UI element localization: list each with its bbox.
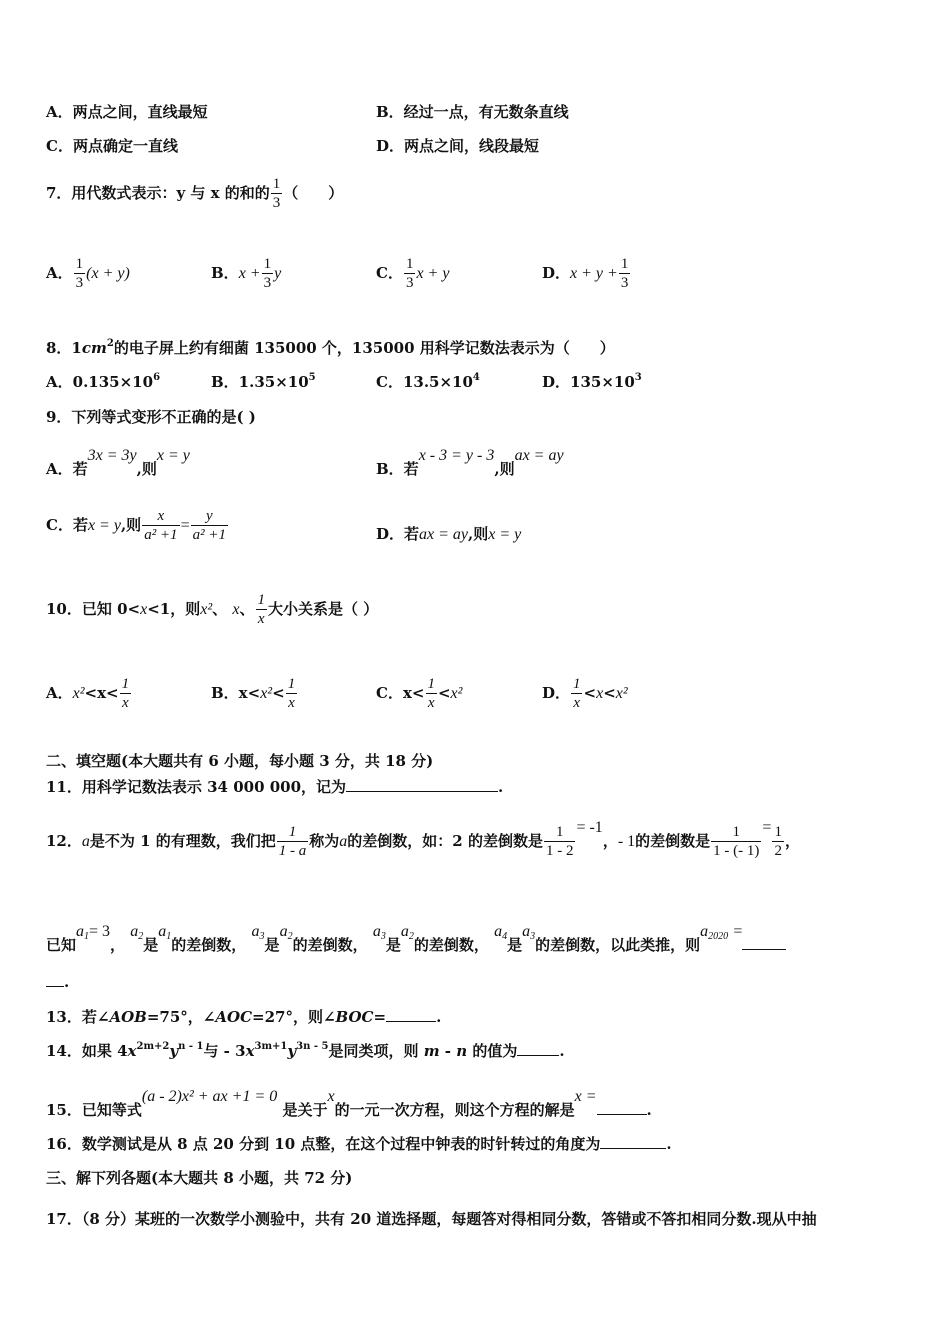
q17-question: 17．（8 分）某班的一次数学小测验中，共有 20 道选择题，每题答对得相同分数，答错或不答扣相同分数.现从中抽 <box>46 1210 817 1228</box>
q16-blank[interactable] <box>600 1134 666 1149</box>
q12-blank-continued: . <box>46 972 69 992</box>
q8-option-c: C．$13.5\times 10^4$ <box>376 372 480 391</box>
q7-fraction: $\frac{1}{3}$ <box>272 176 281 211</box>
q9-question: 9．下列等式变形不正确的是( ) <box>46 408 256 426</box>
q7-option-b: B．x + $\frac{1}{3}$ y <box>211 256 282 291</box>
q11-blank[interactable] <box>346 777 498 792</box>
q7-text: 7．用代数式表示：y 与 x 的和的 <box>46 184 270 202</box>
q12-question: 12．a是不为 1 的有理数，我们把 $\frac{1}{1 - a}$ 称为a的差倒数，如：2 的差倒数是 $\frac{1}{1 - 2}$ = -1，- 1的差倒数是 $\frac{1}{1 - (- 1)}$ = $\frac{1}{2}$ ， <box>46 819 800 859</box>
q12-sequence: 已知$a_1= 3$， $a_2$是$a_1$的差倒数， $a_3$是$a_2$的差倒数， $a_3$是$a_2$的差倒数， $a_4$是$a_3$的差倒数，以此类推，则$a_{2020}$ = <box>46 922 786 955</box>
q8-question: 8．$1cm^2$的电子屏上约有细菌 135000 个，135000 用科学记数法表示为（ ） <box>46 338 615 357</box>
q8-option-d: D．$135\times 10^3$ <box>542 372 642 391</box>
section-3-heading: 三、解下列各题(本大题共 8 小题，共 72 分) <box>46 1169 353 1187</box>
q13-question: 13．若∠AOB=75°，∠AOC=27°，则∠BOC= . <box>46 1008 442 1026</box>
q11-question: 11．用科学记数法表示 34 000 000，记为 . <box>46 778 504 796</box>
q8-option-b: B．$1.35\times 10^5$ <box>211 372 316 391</box>
q7-question <box>46 176 343 212</box>
q12-blank-tail[interactable] <box>46 972 64 987</box>
q10-option-c: C．x< $\frac{1}{x}$ <x² <box>376 676 463 711</box>
q10-option-a: A．x²<x< $\frac{1}{x}$ <box>46 676 130 711</box>
q13-blank[interactable] <box>386 1007 436 1022</box>
q14-blank[interactable] <box>517 1041 559 1056</box>
q8-option-a: A．$0.135\times 10^6$ <box>46 372 161 391</box>
q9-option-d: D．若ax = ay,则x = y <box>376 525 522 543</box>
q9-option-a: A．若3x = 3y,则x = y <box>46 447 190 478</box>
q9-option-b: B．若x - 3 = y - 3,则ax = ay <box>376 447 564 478</box>
q15-question: 15．已知等式(a - 2)x² + ax +1 = 0 是关于x的一元一次方程，则这个方程的解是x =. <box>46 1088 652 1119</box>
q12-blank[interactable] <box>742 935 786 950</box>
q10-option-b: B．x<x²< $\frac{1}{x}$ <box>211 676 296 711</box>
q14-question: 14．如果 $4x^{2m+2}y^{n - 1}$与 - $3x^{3m+1}y^{3n - 5}$是同类项，则 m - n 的值为 . <box>46 1041 565 1060</box>
q7-option-a: A． $\frac{1}{3}$ (x + y) <box>46 256 130 291</box>
q6-option-c: C．两点确定一直线 <box>46 137 178 155</box>
q6-option-b: B．经过一点，有无数条直线 <box>376 103 569 121</box>
q10-question: 10．已知 0<x<1，则x²、 x、 $\frac{1}{x}$ 大小关系是（ ） <box>46 592 379 627</box>
q6-option-d: D．两点之间，线段最短 <box>376 137 540 155</box>
q16-question: 16．数学测试是从 8 点 20 分到 10 点整，在这个过程中钟表的时针转过的角度为 . <box>46 1135 672 1153</box>
q7-option-d: D．x + y + $\frac{1}{3}$ <box>542 256 629 291</box>
q6-option-a: A．两点之间，直线最短 <box>46 103 208 121</box>
q7-option-c: C． $\frac{1}{3}$ x + y <box>376 256 450 291</box>
q15-blank[interactable] <box>597 1100 647 1115</box>
q7-paren: （ ） <box>283 184 344 202</box>
q9-option-c: C．若x = y,则 $\frac{x}{\text{a² +1}}$ = $\frac{y}{\text{a² +1}}$ <box>46 508 226 543</box>
q10-option-d: D． $\frac{1}{x}$ <x<x² <box>542 676 628 711</box>
section-2-heading: 二、填空题(本大题共有 6 小题，每小题 3 分，共 18 分) <box>46 752 434 770</box>
